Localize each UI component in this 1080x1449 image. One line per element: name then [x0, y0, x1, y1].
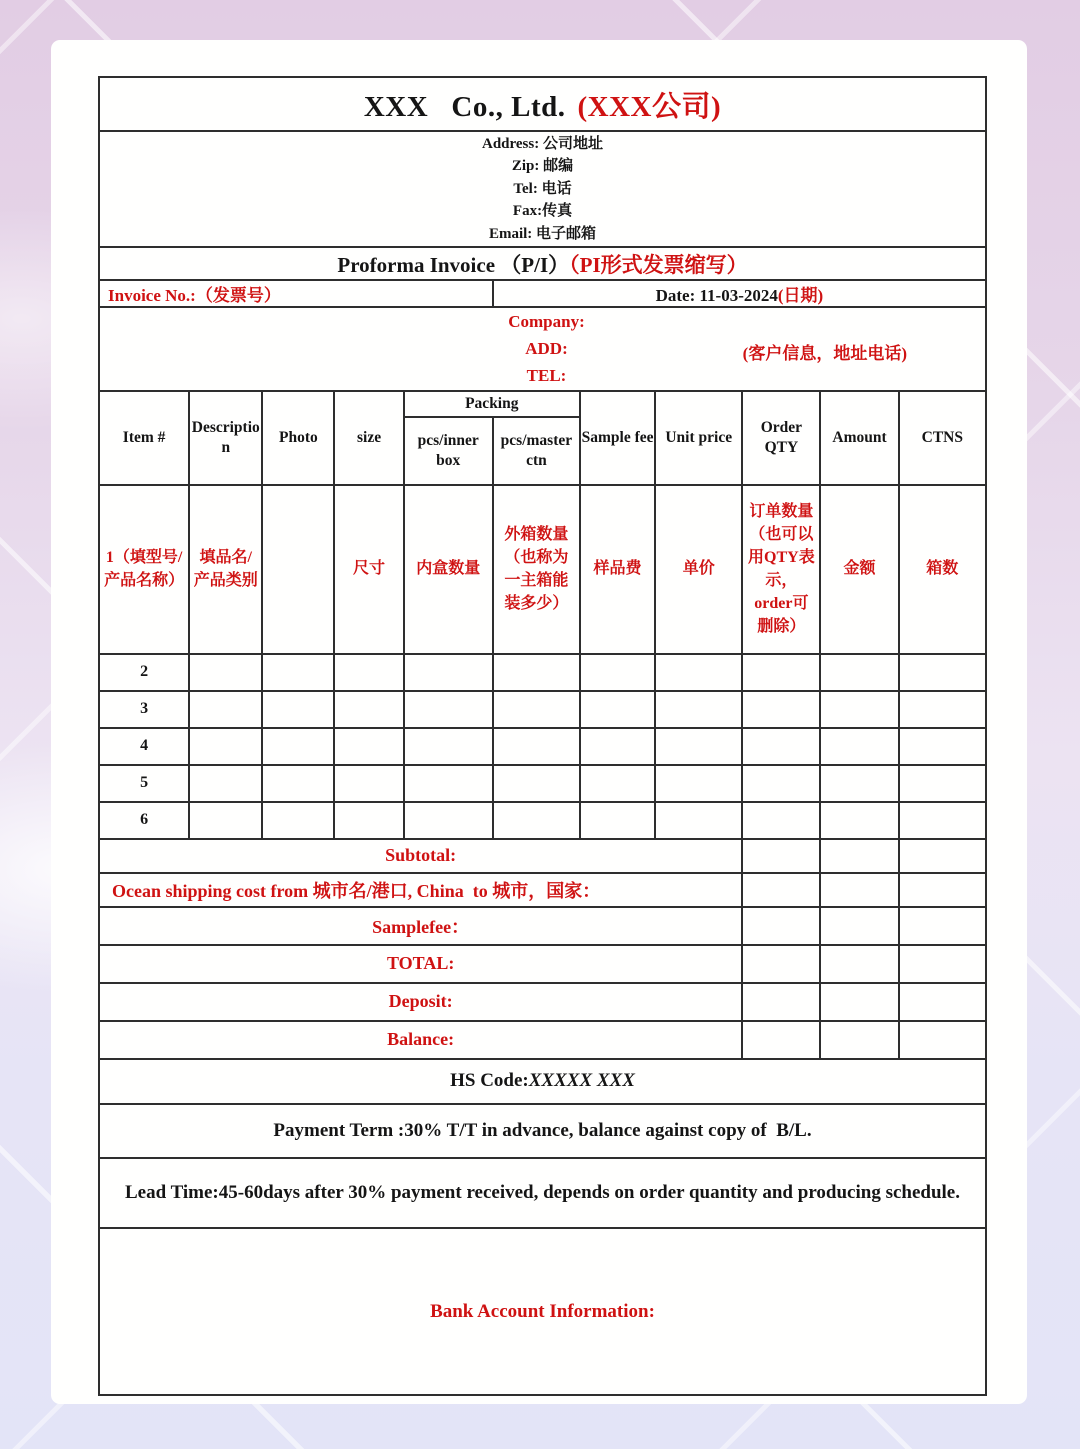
- deposit-amount-cell: [820, 983, 898, 1021]
- empty-cell: [189, 765, 262, 802]
- empty-cell: [820, 728, 898, 765]
- subtotal-label: Subtotal:: [99, 839, 742, 873]
- empty-cell: [262, 654, 334, 691]
- item-row-3: [99, 691, 986, 728]
- ocean-ctns-cell: [899, 873, 986, 907]
- customer-add-label: ADD:: [525, 339, 568, 359]
- payment-term-row: [99, 1104, 986, 1158]
- subtotal-amount-cell: [820, 839, 898, 873]
- empty-cell: [262, 691, 334, 728]
- lead-time-row: [99, 1158, 986, 1228]
- bank-account-row: [99, 1228, 986, 1395]
- empty-cell: [404, 802, 493, 839]
- date-cn: (日期): [777, 286, 824, 305]
- total-label: TOTAL:: [99, 945, 742, 983]
- company-title-cell: [99, 77, 986, 131]
- col-header-packing: Packing: [404, 391, 580, 417]
- samplefee-ctns-cell: [899, 907, 986, 945]
- empty-cell: [899, 802, 986, 839]
- empty-cell: [655, 728, 742, 765]
- empty-cell: [655, 802, 742, 839]
- guide-ctns-cell: 箱数: [899, 485, 986, 654]
- company-title-row: [99, 77, 986, 131]
- customer-tel-label: TEL:: [526, 366, 567, 386]
- subtotal-ctns-cell: [899, 839, 986, 873]
- tel-line: Tel: 电话: [513, 180, 572, 197]
- empty-cell: [262, 802, 334, 839]
- empty-cell: [580, 765, 655, 802]
- col-header-pcs-master-ctn: pcs/master ctn: [493, 417, 580, 485]
- empty-cell: [899, 765, 986, 802]
- total-amount-cell: [820, 945, 898, 983]
- zip-line: Zip: 邮编: [511, 158, 574, 175]
- subtotal-row: [99, 839, 986, 873]
- subtotal-qty-cell: [742, 839, 820, 873]
- payment-term-cell: Payment Term :30% T/T in advance, balance against copy of B/L.: [99, 1104, 986, 1158]
- guide-row-1: [99, 485, 986, 654]
- table-header-row-1: [99, 391, 986, 417]
- guide-sample-fee-cell: 样品费: [580, 485, 655, 654]
- empty-cell: [899, 728, 986, 765]
- samplefee-qty-cell: [742, 907, 820, 945]
- empty-cell: [334, 691, 403, 728]
- fax-line: Fax:传真: [512, 203, 573, 220]
- empty-cell: [742, 802, 820, 839]
- total-row: [99, 945, 986, 983]
- empty-cell: [189, 691, 262, 728]
- customer-info-row: [99, 307, 986, 391]
- balance-label: Balance:: [99, 1021, 742, 1059]
- samplefee-label: Samplefee：: [99, 907, 742, 945]
- guide-pcs-master-cell: 外箱数量（也称为一主箱能装多少）: [493, 485, 580, 654]
- email-line: Email: 电子邮箱: [488, 225, 597, 242]
- guide-order-qty-cell: 订单数量（也可以用QTY表示，order可删除）: [742, 485, 820, 654]
- customer-note: (客户信息，地址电话): [742, 344, 907, 363]
- empty-cell: [493, 728, 580, 765]
- hs-code-value: XXXXX XXX: [528, 1070, 635, 1092]
- samplefee-amount-cell: [820, 907, 898, 945]
- balance-row: [99, 1021, 986, 1059]
- deposit-qty-cell: [742, 983, 820, 1021]
- empty-cell: [189, 728, 262, 765]
- company-address-row: [99, 131, 986, 247]
- company-name-cn: (XXX公司): [577, 90, 722, 123]
- empty-cell: [580, 802, 655, 839]
- empty-cell: [580, 691, 655, 728]
- ocean-shipping-label: Ocean shipping cost from 城市名/港口, China to 城市，国家：: [99, 873, 742, 907]
- guide-unit-price-cell: 单价: [655, 485, 742, 654]
- empty-cell: [404, 691, 493, 728]
- deposit-row: [99, 983, 986, 1021]
- guide-size-cell: 尺寸: [334, 485, 403, 654]
- ocean-shipping-row: [99, 873, 986, 907]
- samplefee-row: [99, 907, 986, 945]
- empty-cell: [820, 802, 898, 839]
- doc-title-row: [99, 247, 986, 280]
- guide-photo-cell: [262, 485, 334, 654]
- col-header-amount: Amount: [820, 391, 898, 485]
- empty-cell: [493, 654, 580, 691]
- hs-code-row: [99, 1059, 986, 1104]
- doc-title-en: Proforma Invoice （P/I）: [337, 252, 570, 277]
- guide-pcs-inner-cell: 内盒数量: [404, 485, 493, 654]
- doc-title-cell: [99, 247, 986, 280]
- empty-cell: [334, 728, 403, 765]
- col-header-item: Item #: [99, 391, 189, 485]
- balance-ctns-cell: [899, 1021, 986, 1059]
- bank-account-cell: Bank Account Information:: [99, 1228, 986, 1395]
- hs-code-label: HS Code:: [450, 1070, 529, 1092]
- empty-cell: [655, 654, 742, 691]
- empty-cell: [262, 728, 334, 765]
- item-number-cell: 3: [99, 691, 189, 728]
- col-header-size: size: [334, 391, 403, 485]
- invoice-sheet: [51, 40, 1027, 1404]
- invoice-no-cell: Invoice No.:（发票号）: [99, 280, 493, 307]
- deposit-ctns-cell: [899, 983, 986, 1021]
- empty-cell: [899, 654, 986, 691]
- guide-item-cell: 1（填型号/产品名称）: [99, 485, 189, 654]
- empty-cell: [404, 765, 493, 802]
- item-number-cell: 5: [99, 765, 189, 802]
- item-number-cell: 4: [99, 728, 189, 765]
- date-value: Date: 11-03-2024: [655, 286, 778, 305]
- balance-amount-cell: [820, 1021, 898, 1059]
- doc-title-cn: （PI形式发票缩写）: [569, 252, 748, 277]
- empty-cell: [262, 765, 334, 802]
- empty-cell: [899, 691, 986, 728]
- item-row-6: [99, 802, 986, 839]
- empty-cell: [189, 802, 262, 839]
- empty-cell: [820, 691, 898, 728]
- empty-cell: [655, 691, 742, 728]
- item-number-cell: 6: [99, 802, 189, 839]
- col-header-pcs-inner-box: pcs/inner box: [404, 417, 493, 485]
- guide-description-cell: 填品名/产品类别: [189, 485, 262, 654]
- guide-amount-cell: 金额: [820, 485, 898, 654]
- empty-cell: [580, 728, 655, 765]
- customer-info-cell: [99, 307, 986, 391]
- balance-qty-cell: [742, 1021, 820, 1059]
- date-cell: [493, 280, 986, 307]
- empty-cell: [742, 765, 820, 802]
- empty-cell: [742, 728, 820, 765]
- empty-cell: [493, 691, 580, 728]
- empty-cell: [742, 691, 820, 728]
- empty-cell: [334, 654, 403, 691]
- empty-cell: [655, 765, 742, 802]
- empty-cell: [820, 765, 898, 802]
- col-header-ctns: CTNS: [899, 391, 986, 485]
- empty-cell: [404, 728, 493, 765]
- item-row-4: [99, 728, 986, 765]
- ocean-qty-cell: [742, 873, 820, 907]
- lead-time-cell: Lead Time:45-60days after 30% payment received, depends on order quantity and producing schedule.: [99, 1158, 986, 1228]
- deposit-label: Deposit:: [99, 983, 742, 1021]
- customer-company-label: Company:: [508, 312, 585, 331]
- empty-cell: [580, 654, 655, 691]
- company-address-cell: [99, 131, 986, 247]
- ocean-amount-cell: [820, 873, 898, 907]
- col-header-photo: Photo: [262, 391, 334, 485]
- item-row-2: [99, 654, 986, 691]
- col-header-order-qty: Order QTY: [742, 391, 820, 485]
- empty-cell: [493, 765, 580, 802]
- empty-cell: [404, 654, 493, 691]
- item-number-cell: 2: [99, 654, 189, 691]
- company-name-en: XXX Co., Ltd.: [363, 90, 566, 123]
- address-line: Address: 公司地址: [482, 135, 603, 152]
- total-qty-cell: [742, 945, 820, 983]
- proforma-invoice-table: [98, 76, 987, 1396]
- col-header-description: Description: [189, 391, 262, 485]
- invoice-meta-row: [99, 280, 986, 307]
- total-ctns-cell: [899, 945, 986, 983]
- empty-cell: [334, 765, 403, 802]
- hs-code-cell: [99, 1059, 986, 1104]
- item-row-5: [99, 765, 986, 802]
- col-header-sample-fee: Sample fee: [580, 391, 655, 485]
- empty-cell: [742, 654, 820, 691]
- empty-cell: [820, 654, 898, 691]
- col-header-unit-price: Unit price: [655, 391, 742, 485]
- empty-cell: [334, 802, 403, 839]
- empty-cell: [189, 654, 262, 691]
- empty-cell: [493, 802, 580, 839]
